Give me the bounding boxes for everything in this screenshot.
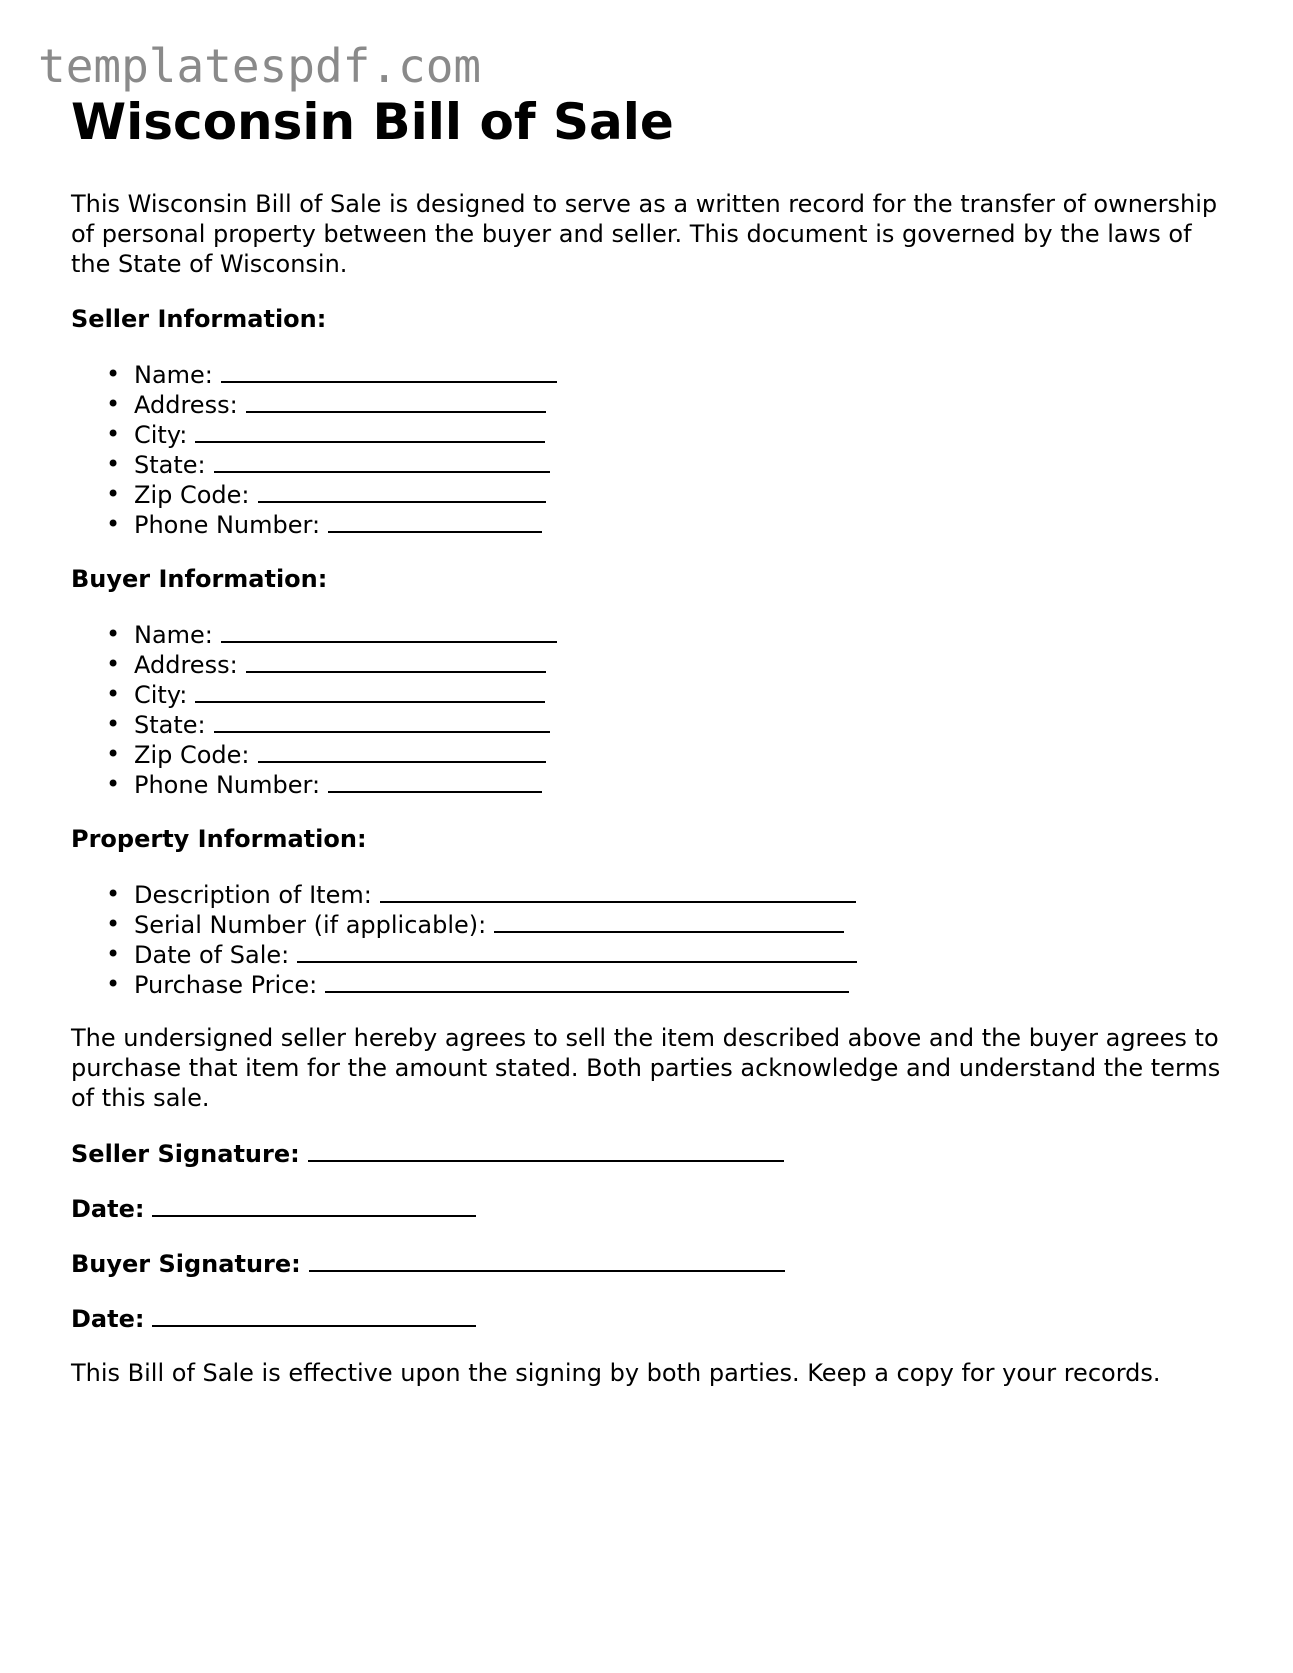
property-description-field	[71, 879, 1231, 909]
field-label: State:	[134, 451, 206, 479]
buyer-name-blank[interactable]	[221, 619, 557, 643]
field-label: City:	[134, 681, 188, 709]
buyer-zip-blank[interactable]	[258, 739, 546, 763]
bullet: •	[106, 940, 121, 968]
seller-heading: Seller Information:	[71, 305, 327, 333]
buyer-address-blank[interactable]	[246, 649, 546, 673]
document-page	[71, 88, 1231, 1388]
seller-phone-field	[71, 509, 1231, 539]
bullet: •	[106, 770, 121, 798]
buyer-heading: Buyer Information:	[71, 565, 328, 593]
document-title: Wisconsin Bill of Sale	[71, 93, 674, 151]
field-label: Serial Number (if applicable):	[134, 911, 487, 939]
field-label: Description of Item:	[134, 881, 372, 909]
buyer-date-blank[interactable]	[152, 1303, 476, 1327]
seller-name-blank[interactable]	[221, 359, 557, 383]
buyer-phone-blank[interactable]	[328, 769, 542, 793]
seller-city-blank[interactable]	[195, 419, 545, 443]
field-label: Zip Code:	[134, 481, 250, 509]
field-label: Date of Sale:	[134, 941, 290, 969]
field-label: Name:	[134, 361, 213, 389]
bullet: •	[106, 420, 121, 448]
buyer-address-field	[71, 649, 1231, 679]
seller-fields-list	[71, 359, 1231, 539]
bullet: •	[106, 620, 121, 648]
property-description-blank[interactable]	[380, 879, 856, 903]
buyer-name-field	[71, 619, 1231, 649]
field-label: Address:	[134, 651, 238, 679]
seller-name-field	[71, 359, 1231, 389]
buyer-state-field	[71, 709, 1231, 739]
seller-signature-blank[interactable]	[308, 1138, 784, 1162]
agreement-paragraph: The undersigned seller hereby agrees to sell the item described above and the buyer agrees to purchase that item for the amount stated. Both parties acknowledge and understand the terms of this sale.	[71, 1024, 1221, 1112]
intro-paragraph: This Wisconsin Bill of Sale is designed to serve as a written record for the transfer of ownership of personal property between the buyer and seller. This document is governed by the laws of the State of Wisconsin.	[71, 190, 1218, 278]
buyer-city-blank[interactable]	[195, 679, 545, 703]
bullet: •	[106, 740, 121, 768]
buyer-zip-field	[71, 739, 1231, 769]
field-label: Zip Code:	[134, 741, 250, 769]
buyer-date-label: Date:	[71, 1305, 145, 1333]
seller-zip-blank[interactable]	[258, 479, 546, 503]
field-label: Name:	[134, 621, 213, 649]
buyer-signature-line	[71, 1248, 1231, 1278]
property-serial-blank[interactable]	[494, 909, 844, 933]
property-price-blank[interactable]	[325, 969, 849, 993]
seller-date-label: Date:	[71, 1195, 145, 1223]
field-label: City:	[134, 421, 188, 449]
bullet: •	[106, 510, 121, 538]
buyer-phone-field	[71, 769, 1231, 799]
seller-zip-field	[71, 479, 1231, 509]
bullet: •	[106, 880, 121, 908]
buyer-fields-list	[71, 619, 1231, 799]
seller-signature-line	[71, 1138, 1231, 1168]
bullet: •	[106, 450, 121, 478]
field-label: Purchase Price:	[134, 971, 318, 999]
field-label: Phone Number:	[134, 771, 321, 799]
field-label: Address:	[134, 391, 238, 419]
buyer-state-blank[interactable]	[214, 709, 550, 733]
bullet: •	[106, 970, 121, 998]
bullet: •	[106, 650, 121, 678]
property-fields-list	[71, 879, 1231, 999]
field-label: Phone Number:	[134, 511, 321, 539]
seller-date-blank[interactable]	[152, 1193, 476, 1217]
closing-paragraph: This Bill of Sale is effective upon the signing by both parties. Keep a copy for your records.	[71, 1359, 1161, 1387]
property-price-field	[71, 969, 1231, 999]
buyer-city-field	[71, 679, 1231, 709]
seller-signature-label: Seller Signature:	[71, 1140, 300, 1168]
field-label: State:	[134, 711, 206, 739]
seller-state-field	[71, 449, 1231, 479]
seller-state-blank[interactable]	[214, 449, 550, 473]
bullet: •	[106, 360, 121, 388]
property-serial-field	[71, 909, 1231, 939]
property-heading: Property Information:	[71, 825, 367, 853]
buyer-signature-blank[interactable]	[309, 1248, 785, 1272]
buyer-date-line	[71, 1303, 1231, 1333]
bullet: •	[106, 480, 121, 508]
seller-address-field	[71, 389, 1231, 419]
seller-address-blank[interactable]	[246, 389, 546, 413]
seller-city-field	[71, 419, 1231, 449]
bullet: •	[106, 390, 121, 418]
buyer-signature-label: Buyer Signature:	[71, 1250, 301, 1278]
seller-date-line	[71, 1193, 1231, 1223]
bullet: •	[106, 710, 121, 738]
bullet: •	[106, 680, 121, 708]
property-date-field	[71, 939, 1231, 969]
watermark: templatespdf.com	[38, 39, 482, 93]
seller-phone-blank[interactable]	[328, 509, 542, 533]
property-date-blank[interactable]	[297, 939, 857, 963]
bullet: •	[106, 910, 121, 938]
